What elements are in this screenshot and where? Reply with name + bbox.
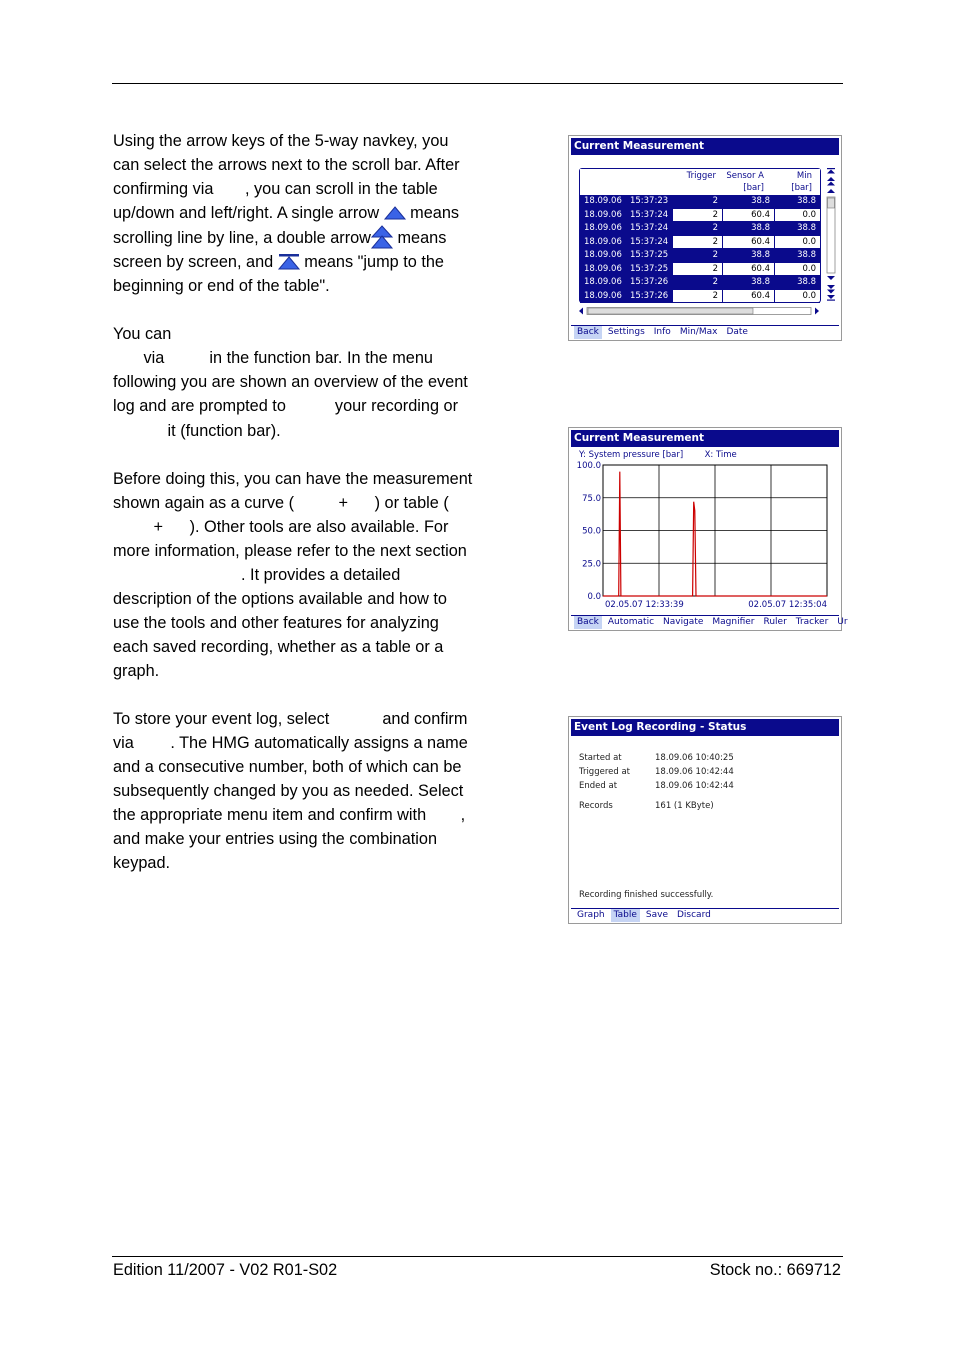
fn-date[interactable]: Date: [726, 327, 748, 337]
text-run: , and make your entries using the combination keypad.: [113, 806, 466, 873]
col-min-unit: [bar]: [791, 183, 812, 193]
status-label-records: Records: [579, 801, 613, 811]
fn-save[interactable]: Save: [645, 910, 668, 920]
text-run: it (function bar).: [163, 421, 281, 440]
screen-table: [568, 135, 842, 341]
footer-edition: Edition 11/2007 - V02 R01-S02: [113, 1261, 338, 1279]
cell-min: 38.8: [774, 222, 820, 236]
cell-timestamp: 18.09.06 15:37:25: [580, 249, 672, 263]
table-row[interactable]: [580, 276, 820, 290]
screen-title: Current Measurement: [571, 430, 839, 447]
text-run: means screen by screen, and: [113, 229, 447, 272]
status-value-records: 161 (1 KByte): [655, 801, 714, 811]
footer-stock: Stock no.: 669712: [709, 1261, 841, 1279]
arrow-up-icon: [384, 206, 406, 220]
cell-min: 38.8: [774, 249, 820, 263]
col-trigger: Trigger: [686, 171, 716, 181]
text-run: your recording or: [330, 397, 459, 416]
cell-sensor: 60.4: [722, 263, 774, 277]
cell-min: 38.8: [774, 195, 820, 209]
text-run: Using the arrow keys of the 5-way navkey, you can select the arrows next to the scroll bar. After confirming via: [113, 132, 460, 199]
cell-min: 38.8: [774, 276, 820, 290]
fn-ruler[interactable]: Ruler: [763, 617, 787, 627]
function-bar: [571, 908, 839, 922]
cell-trigger: 2: [672, 209, 722, 223]
fn-settings[interactable]: Settings: [607, 327, 645, 337]
cell-trigger: 2: [672, 263, 722, 277]
cell-sensor: 60.4: [722, 290, 774, 304]
table-body: [580, 195, 820, 303]
y-tick-label: 100.0: [576, 461, 601, 471]
text-run: ). Other tools are also available. For more information, please refer to the next section: [113, 517, 467, 560]
paragraph-finish: [113, 322, 473, 442]
cell-trigger: 2: [672, 195, 722, 209]
x-axis-label: X: Time: [704, 450, 737, 460]
cell-timestamp: 18.09.06 15:37:24: [580, 222, 672, 236]
paragraph-options: [113, 467, 473, 683]
header-rule: [112, 83, 843, 84]
fn-back[interactable]: Back: [574, 326, 602, 339]
table-row[interactable]: [580, 290, 820, 304]
text-run: means scrolling line by line, a double arrow: [113, 204, 460, 248]
table-row[interactable]: [580, 222, 820, 236]
cell-trigger: 2: [672, 276, 722, 290]
y-axis-label: Y: System pressure [bar]: [579, 450, 684, 460]
cell-min: 0.0: [774, 236, 820, 250]
status-value-triggered: 18.09.06 10:42:44: [655, 767, 734, 777]
status-label-triggered: Triggered at: [579, 767, 630, 777]
x-start-label: 02.05.07 12:33:39: [605, 600, 684, 610]
text-run: You can: [113, 325, 172, 344]
cell-timestamp: 18.09.06 15:37:26: [580, 276, 672, 290]
text-run: . It provides a detailed description of the options available and how to use the tools and other features for analyzing each saved recording, whether as a table or a graph.: [113, 565, 447, 680]
y-tick-label: 25.0: [582, 559, 601, 570]
text-run: , you can scroll in the table up/down and left/right. A single arrow: [113, 180, 438, 223]
table-row[interactable]: [580, 195, 820, 209]
fn-min-max[interactable]: Min/Max: [679, 327, 718, 337]
col-sensor-unit: [bar]: [743, 183, 764, 193]
cell-trigger: 2: [672, 290, 722, 304]
text-run: and confirm via: [113, 709, 468, 753]
cell-min: 0.0: [774, 263, 820, 277]
table-row[interactable]: [580, 249, 820, 263]
fn-back[interactable]: Back: [574, 616, 602, 629]
status-label-started: Started at: [579, 753, 622, 763]
horizontal-scrollbar[interactable]: [579, 306, 819, 316]
cell-timestamp: 18.09.06 15:37:25: [580, 263, 672, 277]
cell-timestamp: 18.09.06 15:37:24: [580, 236, 672, 250]
function-bar: [571, 615, 848, 629]
status-label-ended: Ended at: [579, 781, 618, 791]
vertical-scrollbar[interactable]: [825, 168, 837, 301]
x-end-label: 02.05.07 12:35:04: [748, 600, 827, 610]
text-run: +: [149, 517, 168, 536]
table-header: [580, 169, 820, 195]
status-value-ended: 18.09.06 10:42:44: [655, 781, 734, 791]
fn-automatic[interactable]: Automatic: [607, 617, 655, 627]
cell-trigger: 2: [672, 236, 722, 250]
text-run: via: [139, 349, 169, 368]
cell-trigger: 2: [672, 249, 722, 263]
y-tick-label: 50.0: [582, 526, 601, 537]
cell-sensor: 60.4: [722, 209, 774, 223]
fn-table[interactable]: Table: [611, 909, 640, 922]
cell-min: 0.0: [774, 209, 820, 223]
col-sensor: Sensor A: [726, 171, 764, 181]
paragraph-scrolling: [113, 129, 473, 298]
screen-status: [568, 716, 842, 924]
screen-chart: [568, 427, 848, 631]
cell-timestamp: 18.09.06 15:37:26: [580, 290, 672, 304]
y-tick-label: 0.0: [587, 592, 601, 602]
fn-magnifier[interactable]: Magnifier: [712, 617, 755, 627]
col-min: Min: [796, 171, 812, 181]
cell-min: 0.0: [774, 290, 820, 304]
jump-to-start-icon: [278, 253, 300, 270]
fn-graph[interactable]: Graph: [577, 910, 605, 920]
cell-timestamp: 18.09.06 15:37:23: [580, 195, 672, 209]
body-text: [113, 129, 473, 899]
y-tick-label: 75.0: [582, 493, 601, 504]
footer-rule: [112, 1256, 843, 1257]
text-run: +: [334, 493, 353, 512]
text-run: Before doing this, you can have the measurement shown again as a curve (: [113, 469, 473, 512]
cell-sensor: 38.8: [722, 276, 774, 290]
status-value-started: 18.09.06 10:40:25: [655, 753, 734, 763]
status-message: Recording finished successfully.: [579, 890, 714, 900]
text-run: To store your event log, select: [113, 709, 334, 728]
text-run: . The HMG automatically assigns a name and a consecutive number, both of which can be subsequently changed by you as needed. Select the appropriate menu item and confirm with: [113, 734, 468, 825]
fn-ur[interactable]: Ur: [837, 617, 848, 627]
screen-title: Event Log Recording - Status: [571, 719, 839, 736]
text-run: means "jump to the beginning or end of the table".: [113, 253, 444, 296]
pressure-chart[interactable]: [569, 461, 841, 611]
chart-axis-labels: [579, 450, 737, 460]
fn-info[interactable]: Info: [653, 327, 671, 337]
cell-sensor: 38.8: [722, 222, 774, 236]
cell-sensor: 38.8: [722, 249, 774, 263]
measurement-table: [579, 168, 821, 303]
cell-sensor: 60.4: [722, 236, 774, 250]
fn-navigate[interactable]: Navigate: [663, 617, 704, 627]
fn-tracker[interactable]: Tracker: [795, 617, 829, 627]
text-run: in the function bar. In the menu following you are shown an overview of the event log and are prompted to: [113, 349, 468, 416]
screen-title: Current Measurement: [571, 138, 839, 155]
cell-trigger: 2: [672, 222, 722, 236]
cell-timestamp: 18.09.06 15:37:24: [580, 209, 672, 223]
fn-discard[interactable]: Discard: [676, 910, 711, 920]
table-row[interactable]: [580, 209, 820, 223]
double-arrow-up-icon: [371, 225, 393, 249]
table-row[interactable]: [580, 236, 820, 250]
cell-sensor: 38.8: [722, 195, 774, 209]
paragraph-store: [113, 707, 473, 875]
table-row[interactable]: [580, 263, 820, 277]
text-run: ) or table (: [374, 493, 449, 512]
function-bar: [571, 325, 839, 339]
